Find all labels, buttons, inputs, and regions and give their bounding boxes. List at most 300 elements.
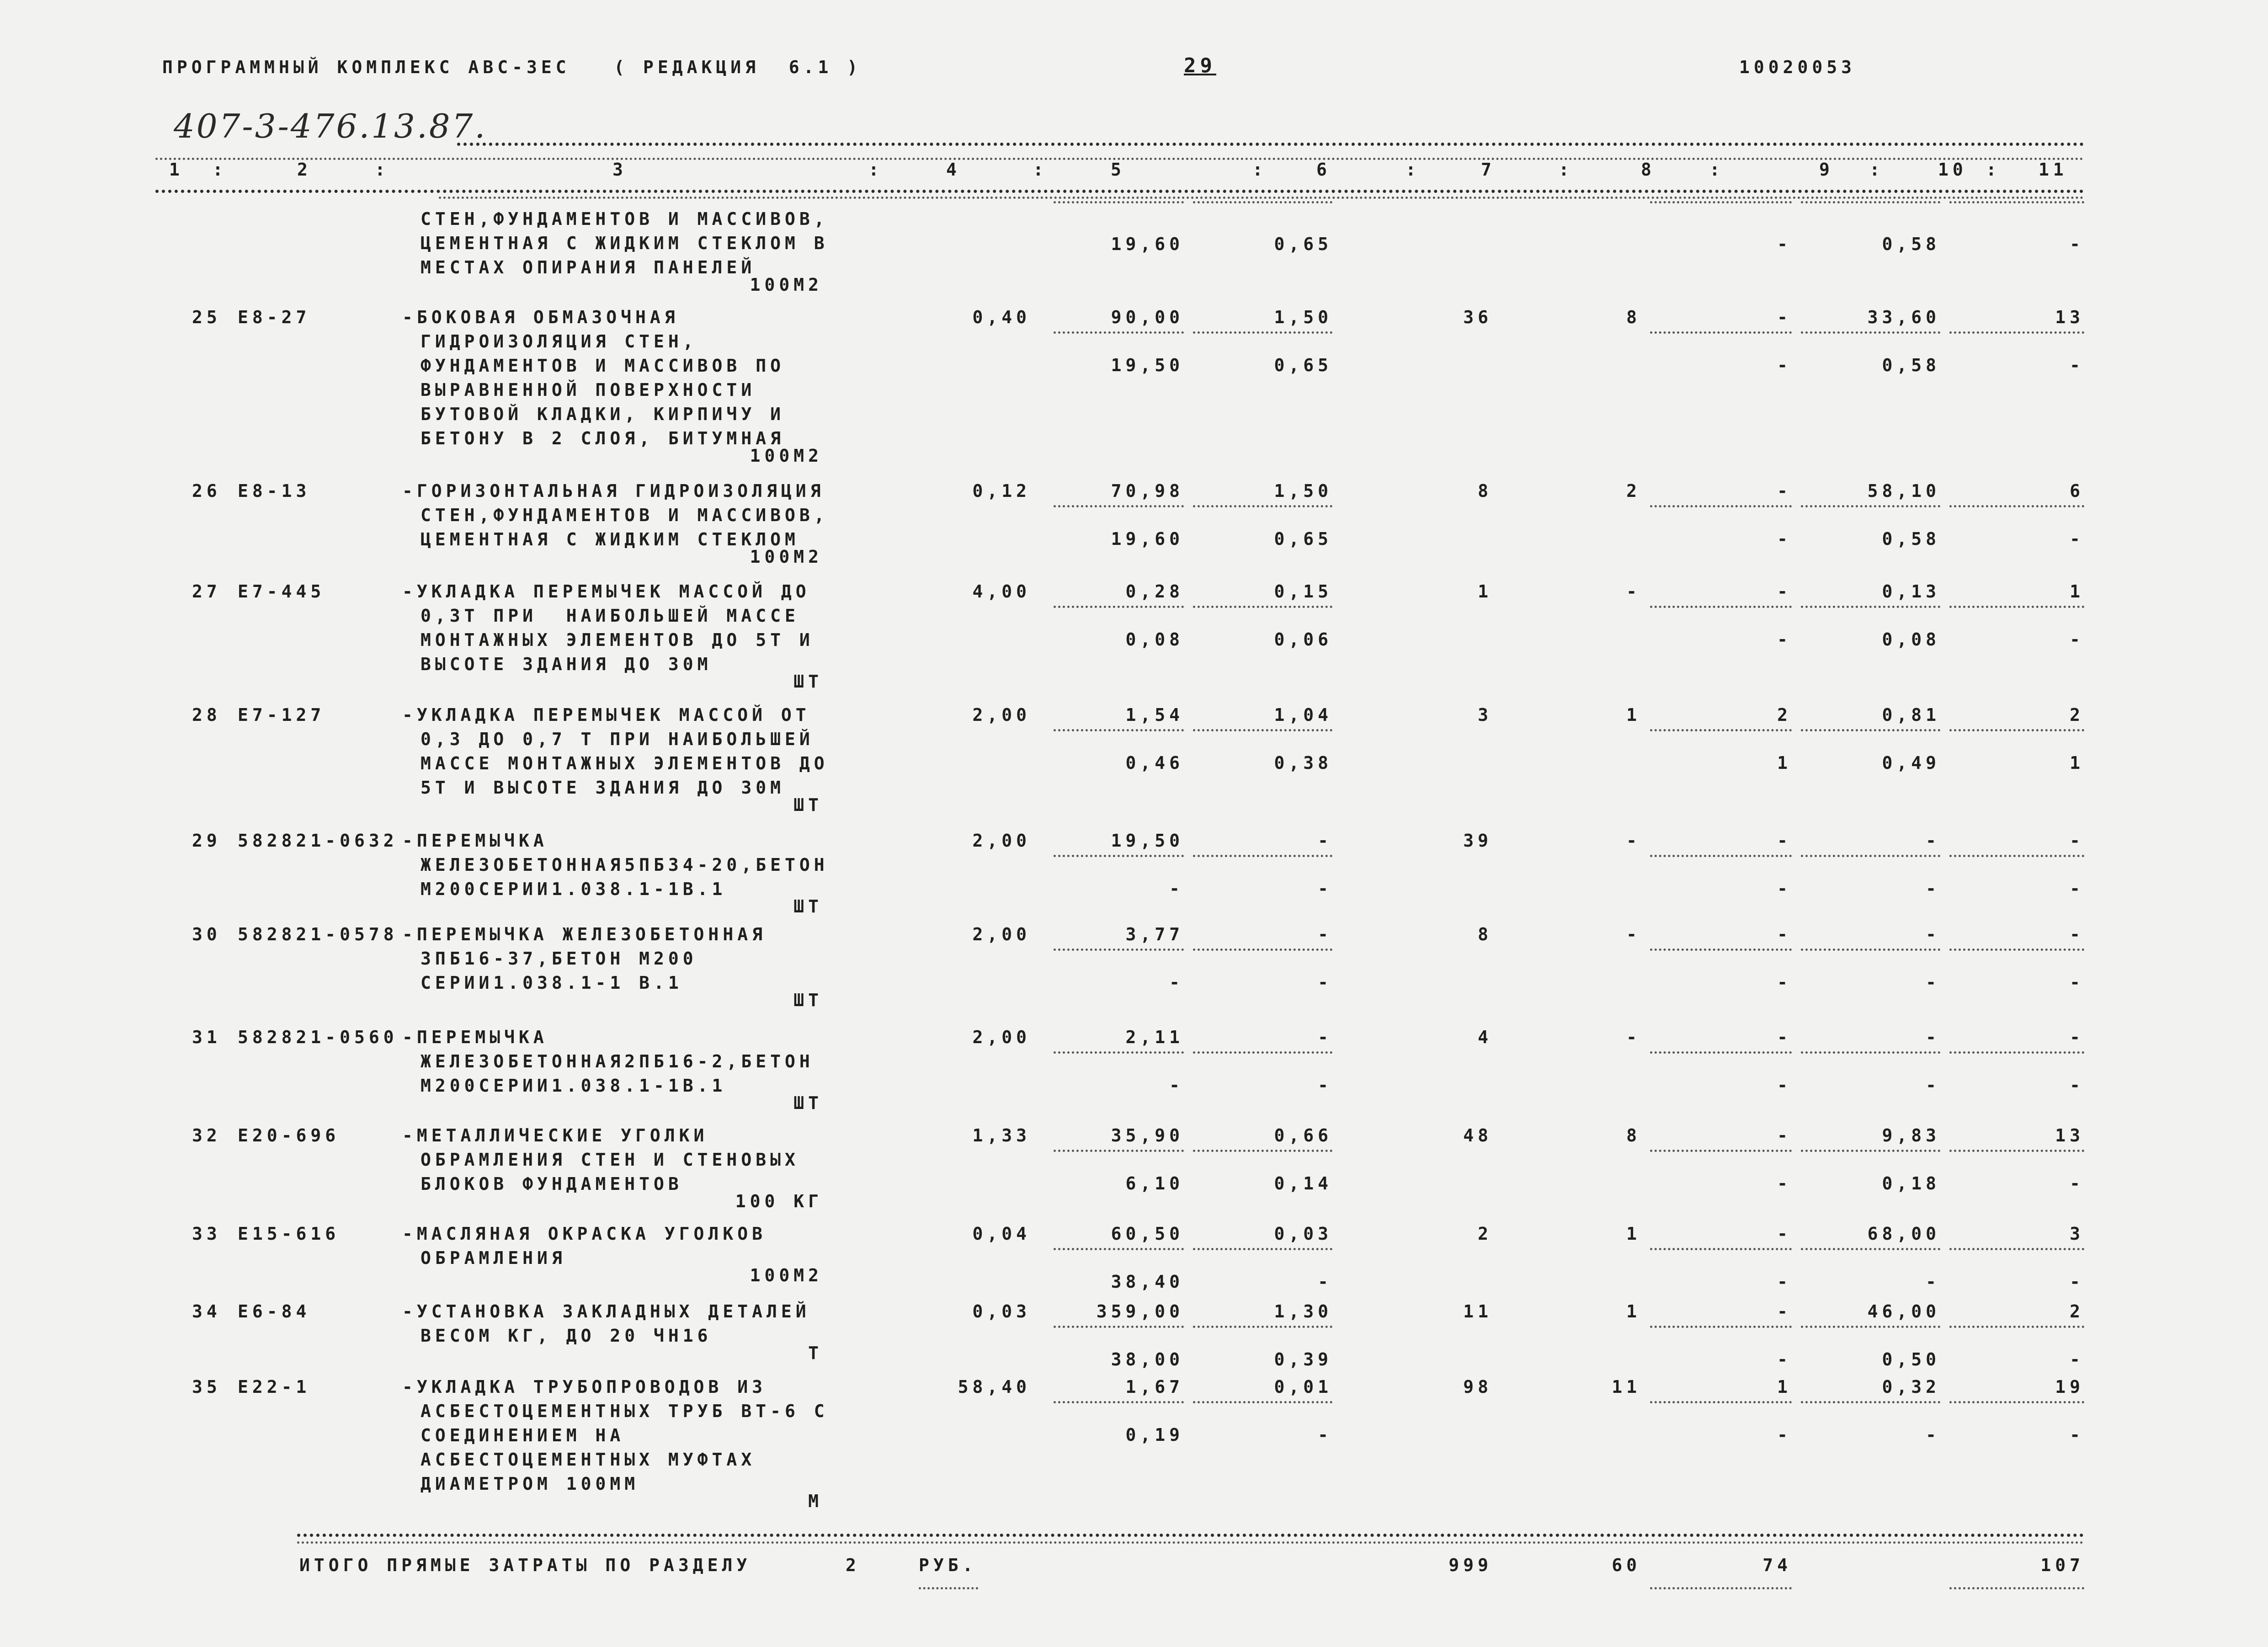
row-35-quantity: 58,40 [958, 1377, 1031, 1397]
row-29-number: 29 [192, 831, 221, 851]
row-31-col9: - [1777, 1027, 1792, 1047]
row-31-value-divider [1054, 1051, 1184, 1054]
row-29-value-divider [1650, 855, 1792, 857]
row-31-value-divider [1949, 1051, 2084, 1054]
row-35-code: Е22-1 [238, 1377, 311, 1397]
row-25-value-divider [1054, 331, 1184, 334]
row-33-value-divider [1949, 1248, 2084, 1250]
row-29-value-divider [1949, 855, 2084, 857]
row-35-description-line: ДИАМЕТРОМ 100ММ [421, 1474, 639, 1494]
row-30-col7-total: 8 [1478, 924, 1492, 944]
column-header-2: : [213, 160, 227, 180]
row-35-col8: 11 [1612, 1377, 1641, 1397]
row-30-col9-wage: - [1777, 972, 1792, 992]
row-28-col7-total: 3 [1478, 705, 1492, 725]
row-30-description-line: 3ПБ16-37,БЕТОН М200 [421, 949, 697, 969]
row-29-code: 582821-0632 [238, 831, 398, 851]
row-26-col5-unit-cost: 70,98 [1111, 481, 1184, 501]
row-30-col5-unit-cost: 3,77 [1125, 924, 1184, 944]
row-34-col10-wage: 0,50 [1882, 1349, 1940, 1370]
row-35-col6-wage: - [1318, 1425, 1332, 1445]
row-25-col6-wage: 0,65 [1274, 355, 1332, 375]
row-31-col10-wage: - [1926, 1075, 1940, 1095]
row-30-value-divider [1054, 949, 1184, 951]
row-cont-value-divider [1193, 201, 1332, 203]
row-25-col10-wage: 0,58 [1882, 355, 1940, 375]
row-25-value-divider [1801, 331, 1940, 334]
row-28-col11-wage: 1 [2070, 753, 2084, 773]
row-25-col8: 8 [1626, 307, 1641, 327]
row-32-col7-total: 48 [1463, 1125, 1492, 1146]
row-31-value-divider [1193, 1051, 1332, 1054]
row-26-value-divider [1650, 505, 1792, 507]
row-29-value-divider [1054, 855, 1184, 857]
row-26-value-divider [1801, 505, 1940, 507]
row-28-value-divider [1193, 729, 1332, 731]
row-30-col10-wage: - [1926, 972, 1940, 992]
row-30-description-line: СЕРИИ1.038.1-1 В.1 [421, 973, 683, 993]
row-cont-value-divider [1054, 201, 1184, 203]
row-28-col11: 2 [2070, 705, 2084, 725]
row-35-col5-wage: 0,19 [1125, 1425, 1184, 1445]
row-cont-col6-wage: 0,65 [1274, 234, 1332, 254]
row-31-col6-wage: - [1318, 1075, 1332, 1095]
row-26-description-line: СТЕН,ФУНДАМЕНТОВ И МАССИВОВ, [421, 505, 829, 525]
row-28-description-line: МАССЕ МОНТАЖНЫХ ЭЛЕМЕНТОВ ДО [421, 753, 829, 773]
total-label: ИТОГО ПРЯМЫЕ ЗАТРАТЫ ПО РАЗДЕЛУ [299, 1555, 751, 1575]
row-25-col5-wage: 19,50 [1111, 355, 1184, 375]
row-26-col11: 6 [2070, 481, 2084, 501]
row-35-description-line: -УКЛАДКА ТРУБОПРОВОДОВ ИЗ [402, 1377, 767, 1397]
row-28-quantity: 2,00 [972, 705, 1031, 725]
row-cont-col10-wage: 0,58 [1882, 234, 1940, 254]
row-34-col5-unit-cost: 359,00 [1096, 1301, 1184, 1322]
row-25-description-line: ВЫРАВНЕННОЙ ПОВЕРХНОСТИ [421, 380, 756, 400]
row-25-col9-wage: - [1777, 355, 1792, 375]
row-31-col7-total: 4 [1478, 1027, 1492, 1047]
row-28-value-divider [1801, 729, 1940, 731]
row-32-col11: 13 [2055, 1125, 2084, 1146]
row-34-col9: - [1777, 1301, 1792, 1322]
total-col11: 107 [2040, 1555, 2084, 1575]
row-31-value-divider [1650, 1051, 1792, 1054]
row-32-description-line: БЛОКОВ ФУНДАМЕНТОВ [421, 1174, 683, 1194]
row-29-col5-wage: - [1169, 879, 1184, 899]
document-number: 10020053 [1739, 57, 1856, 77]
total-currency: РУБ. [919, 1555, 977, 1575]
row-32-value-divider [1949, 1150, 2084, 1152]
row-cont-col11-wage: - [2070, 234, 2084, 254]
row-29-col11: - [2070, 831, 2084, 851]
row-26-value-divider [1054, 505, 1184, 507]
row-34-col9-wage: - [1777, 1349, 1792, 1370]
row-34-value-divider [1193, 1326, 1332, 1328]
row-28-code: Е7-127 [238, 705, 325, 725]
row-31-col11-wage: - [2070, 1075, 2084, 1095]
row-26-col10-wage: 0,58 [1882, 529, 1940, 549]
column-header-7: 4 [946, 160, 961, 180]
row-32-value-divider [1054, 1150, 1184, 1152]
row-35-unit: М [808, 1491, 823, 1511]
row-34-col10: 46,00 [1867, 1301, 1940, 1322]
row-25-col6: 1,50 [1274, 307, 1332, 327]
row-27-col6-wage: 0,06 [1274, 629, 1332, 650]
row-25-value-divider [1650, 331, 1792, 334]
row-32-number: 32 [192, 1125, 221, 1146]
row-25-col11: 13 [2055, 307, 2084, 327]
row-29-description-line: М200СЕРИИ1.038.1-1В.1 [421, 879, 727, 899]
row-35-col6: 0,01 [1274, 1377, 1332, 1397]
row-32-description-line: ОБРАМЛЕНИЯ СТЕН И СТЕНОВЫХ [421, 1150, 799, 1170]
row-26-col5-wage: 19,60 [1111, 529, 1184, 549]
row-25-description-line: БЕТОНУ В 2 СЛОЯ, БИТУМНАЯ [421, 428, 785, 448]
row-cont-value-divider [1949, 201, 2084, 203]
row-34-description-line: ВЕСОМ КГ, ДО 20 ЧН16 [421, 1326, 712, 1346]
column-header-18: : [1869, 160, 1884, 180]
row-29-value-divider [1801, 855, 1940, 857]
row-27-col11-wage: - [2070, 629, 2084, 650]
row-33-value-divider [1650, 1248, 1792, 1250]
row-34-unit: Т [808, 1343, 823, 1363]
row-32-col9-wage: - [1777, 1173, 1792, 1194]
row-32-col5-unit-cost: 35,90 [1111, 1125, 1184, 1146]
row-26-unit: 100М2 [750, 547, 823, 567]
row-30-value-divider [1949, 949, 2084, 951]
row-29-col5-unit-cost: 19,50 [1111, 831, 1184, 851]
row-26-quantity: 0,12 [972, 481, 1031, 501]
row-30-col5-wage: - [1169, 972, 1184, 992]
row-33-col5-wage: 38,40 [1111, 1272, 1184, 1292]
row-33-col5-unit-cost: 60,50 [1111, 1224, 1184, 1244]
row-25-value-divider [1193, 331, 1332, 334]
row-29-quantity: 2,00 [972, 831, 1031, 851]
total-col9: 74 [1762, 1555, 1792, 1575]
column-header-10: : [1252, 160, 1267, 180]
row-29-col8: - [1626, 831, 1641, 851]
row-33-col9: - [1777, 1224, 1792, 1244]
row-33-value-divider [1054, 1248, 1184, 1250]
row-35-value-divider [1650, 1401, 1792, 1403]
row-33-code: Е15-616 [238, 1224, 340, 1244]
row-35-value-divider [1801, 1401, 1940, 1403]
row-28-col9-wage: 1 [1777, 753, 1792, 773]
row-30-number: 30 [192, 924, 221, 944]
row-31-unit: ШТ [793, 1093, 823, 1113]
row-25-description-line: -БОКОВАЯ ОБМАЗОЧНАЯ [402, 307, 679, 327]
row-29-description-line: ЖЕЛЕЗОБЕТОННАЯ5ПБ34-20,БЕТОН [421, 855, 829, 875]
row-28-description-line: 0,3 ДО 0,7 Т ПРИ НАИБОЛЬШЕЙ [421, 729, 814, 749]
row-29-col9-wage: - [1777, 879, 1792, 899]
row-31-quantity: 2,00 [972, 1027, 1031, 1047]
row-33-description-line: ОБРАМЛЕНИЯ [421, 1248, 566, 1268]
row-30-description-line: -ПЕРЕМЫЧКА ЖЕЛЕЗОБЕТОННАЯ [402, 924, 767, 944]
row-cont-value-divider [1801, 201, 1940, 203]
row-31-value-divider [1801, 1051, 1940, 1054]
row-28-description-line: 5Т И ВЫСОТЕ ЗДАНИЯ ДО 30М [421, 778, 785, 798]
row-35-description-line: АСБЕСТОЦЕМЕНТНЫХ ТРУБ ВТ-6 С [421, 1401, 829, 1421]
row-33-col10-wage: - [1926, 1272, 1940, 1292]
row-34-col8: 1 [1626, 1301, 1641, 1322]
row-35-col9: 1 [1777, 1377, 1792, 1397]
row-29-col6: - [1318, 831, 1332, 851]
row-32-quantity: 1,33 [972, 1125, 1031, 1146]
row-27-col9-wage: - [1777, 629, 1792, 650]
row-35-col10-wage: - [1926, 1425, 1940, 1445]
row-34-col6: 1,30 [1274, 1301, 1332, 1322]
row-33-col6: 0,03 [1274, 1224, 1332, 1244]
row-27-code: Е7-445 [238, 581, 325, 602]
row-27-description-line: МОНТАЖНЫХ ЭЛЕМЕНТОВ ДО 5Т И [421, 630, 814, 650]
row-28-col10: 0,81 [1882, 705, 1940, 725]
row-34-code: Е6-84 [238, 1301, 311, 1322]
row-25-description-line: ГИДРОИЗОЛЯЦИЯ СТЕН, [421, 331, 697, 352]
row-33-value-divider [1193, 1248, 1332, 1250]
row-27-value-divider [1949, 606, 2084, 608]
row-33-col7-total: 2 [1478, 1224, 1492, 1244]
column-header-15: 8 [1641, 160, 1656, 180]
row-34-number: 34 [192, 1301, 221, 1322]
row-27-col10-wage: 0,08 [1882, 629, 1940, 650]
row-33-unit: 100М2 [750, 1265, 823, 1285]
total-section: 2 [846, 1555, 860, 1575]
row-27-value-divider [1054, 606, 1184, 608]
row-30-col6: - [1318, 924, 1332, 944]
column-header-6: : [868, 160, 883, 180]
row-34-col11-wage: - [2070, 1349, 2084, 1370]
row-cont-value-divider [1650, 201, 1792, 203]
row-26-value-divider [1193, 505, 1332, 507]
row-33-col9-wage: - [1777, 1272, 1792, 1292]
row-31-description-line: ЖЕЛЕЗОБЕТОННАЯ2ПБ16-2,БЕТОН [421, 1051, 814, 1071]
row-29-col6-wage: - [1318, 879, 1332, 899]
row-26-col7-total: 8 [1478, 481, 1492, 501]
row-28-col6-wage: 0,38 [1274, 753, 1332, 773]
row-27-value-divider [1193, 606, 1332, 608]
row-33-quantity: 0,04 [972, 1224, 1031, 1244]
row-34-col5-wage: 38,00 [1111, 1349, 1184, 1370]
row-26-col9: - [1777, 481, 1792, 501]
row-28-number: 28 [192, 705, 221, 725]
row-35-value-divider [1949, 1401, 2084, 1403]
row-27-col11: 1 [2070, 581, 2084, 602]
row-25-col10: 33,60 [1867, 307, 1940, 327]
row-29-col7-total: 39 [1463, 831, 1492, 851]
row-30-value-divider [1193, 949, 1332, 951]
column-header-5: 3 [612, 160, 627, 180]
column-header-19: 10 [1938, 160, 1967, 180]
row-33-value-divider [1801, 1248, 1940, 1250]
row-34-col11: 2 [2070, 1301, 2084, 1322]
column-header-12: : [1406, 160, 1420, 180]
row-cont-col9-wage: - [1777, 234, 1792, 254]
row-30-value-divider [1650, 949, 1792, 951]
row-32-col11-wage: - [2070, 1173, 2084, 1194]
row-32-description-line: -МЕТАЛЛИЧЕСКИЕ УГОЛКИ [402, 1125, 708, 1146]
row-32-value-divider [1650, 1150, 1792, 1152]
row-33-col11: 3 [2070, 1224, 2084, 1244]
row-33-number: 33 [192, 1224, 221, 1244]
row-cont-description-line: ЦЕМЕНТНАЯ С ЖИДКИМ СТЕКЛОМ В [421, 233, 829, 253]
row-33-description-line: -МАСЛЯНАЯ ОКРАСКА УГОЛКОВ [402, 1224, 767, 1244]
column-header-21: 11 [2039, 160, 2068, 180]
row-31-col6: - [1318, 1027, 1332, 1047]
row-25-description-line: БУТОВОЙ КЛАДКИ, КИРПИЧУ И [421, 404, 785, 424]
row-26-code: Е8-13 [238, 481, 311, 501]
row-28-col5-wage: 0,46 [1125, 753, 1184, 773]
column-header-11: 6 [1316, 160, 1331, 180]
row-29-col10-wage: - [1926, 879, 1940, 899]
row-25-col9: - [1777, 307, 1792, 327]
row-33-col8: 1 [1626, 1224, 1641, 1244]
row-32-value-divider [1801, 1150, 1940, 1152]
row-35-col5-unit-cost: 1,67 [1125, 1377, 1184, 1397]
page-number: 29 [1184, 54, 1216, 77]
row-27-col5-wage: 0,08 [1125, 629, 1184, 650]
row-35-col9-wage: - [1777, 1425, 1792, 1445]
row-31-col5-unit-cost: 2,11 [1125, 1027, 1184, 1047]
row-26-col6: 1,50 [1274, 481, 1332, 501]
row-26-col11-wage: - [2070, 529, 2084, 549]
total-col8: 60 [1612, 1555, 1641, 1575]
row-32-unit: 100 КГ [735, 1191, 823, 1211]
total-rule [297, 1534, 2084, 1537]
column-header-8: : [1033, 160, 1048, 180]
row-27-description-line: ВЫСОТЕ ЗДАНИЯ ДО 30М [421, 654, 712, 674]
row-32-col8: 8 [1626, 1125, 1641, 1146]
row-cont-col5-wage: 19,60 [1111, 234, 1184, 254]
program-header: ПРОГРАММНЫЙ КОМПЛЕКС АВС-3ЕС ( РЕДАКЦИЯ 6.1 ) [162, 57, 862, 77]
row-30-value-divider [1801, 949, 1940, 951]
total-col11-underline [1949, 1587, 2084, 1589]
row-32-col6: 0,66 [1274, 1125, 1332, 1146]
row-31-col10: - [1926, 1027, 1940, 1047]
row-31-code: 582821-0560 [238, 1027, 398, 1047]
row-35-number: 35 [192, 1377, 221, 1397]
row-29-value-divider [1193, 855, 1332, 857]
row-32-col6-wage: 0,14 [1274, 1173, 1332, 1194]
row-31-col8: - [1626, 1027, 1641, 1047]
row-34-col6-wage: 0,39 [1274, 1349, 1332, 1370]
row-25-quantity: 0,40 [972, 307, 1031, 327]
handwritten-project-code: 407-3-476.13.87. [174, 107, 487, 145]
row-27-number: 27 [192, 581, 221, 602]
row-cont-unit: 100М2 [750, 275, 823, 295]
row-31-number: 31 [192, 1027, 221, 1047]
row-33-col6-wage: - [1318, 1272, 1332, 1292]
row-30-col10: - [1926, 924, 1940, 944]
row-26-col6-wage: 0,65 [1274, 529, 1332, 549]
row-28-col6: 1,04 [1274, 705, 1332, 725]
row-27-col6: 0,15 [1274, 581, 1332, 602]
row-29-col9: - [1777, 831, 1792, 851]
row-29-unit: ШТ [793, 896, 823, 917]
row-35-value-divider [1193, 1401, 1332, 1403]
row-31-description-line: -ПЕРЕМЫЧКА [402, 1027, 548, 1047]
row-35-description-line: СОЕДИНЕНИЕМ НА [421, 1425, 625, 1445]
row-28-unit: ШТ [793, 795, 823, 815]
row-25-description-line: ФУНДАМЕНТОВ И МАССИВОВ ПО [421, 356, 785, 376]
row-30-code: 582821-0578 [238, 924, 398, 944]
row-26-description-line: -ГОРИЗОНТАЛЬНАЯ ГИДРОИЗОЛЯЦИЯ [402, 481, 825, 501]
column-header-14: : [1559, 160, 1573, 180]
row-27-value-divider [1801, 606, 1940, 608]
row-26-col8: 2 [1626, 481, 1641, 501]
row-27-description-line: 0,3Т ПРИ НАИБОЛЬШЕЙ МАССЕ [421, 606, 799, 626]
row-31-col9-wage: - [1777, 1075, 1792, 1095]
row-35-col11-wage: - [2070, 1425, 2084, 1445]
row-27-col9: - [1777, 581, 1792, 602]
row-32-col5-wage: 6,10 [1125, 1173, 1184, 1194]
row-26-value-divider [1949, 505, 2084, 507]
row-25-code: Е8-27 [238, 307, 311, 327]
row-25-value-divider [1949, 331, 2084, 334]
row-31-description-line: М200СЕРИИ1.038.1-1В.1 [421, 1076, 727, 1096]
row-30-unit: ШТ [793, 990, 823, 1010]
row-26-col10: 58,10 [1867, 481, 1940, 501]
column-header-16: : [1709, 160, 1724, 180]
row-27-col5-unit-cost: 0,28 [1125, 581, 1184, 602]
row-27-quantity: 4,00 [972, 581, 1031, 602]
currency-underline [919, 1587, 978, 1589]
total-col7: 999 [1448, 1555, 1492, 1575]
row-29-col10: - [1926, 831, 1940, 851]
total-col9-underline [1650, 1587, 1792, 1589]
row-28-value-divider [1949, 729, 2084, 731]
row-25-col7-total: 36 [1463, 307, 1492, 327]
row-cont-description-line: МЕСТАХ ОПИРАНИЯ ПАНЕЛЕЙ [421, 257, 756, 277]
row-30-quantity: 2,00 [972, 924, 1031, 944]
row-32-code: Е20-696 [238, 1125, 340, 1146]
column-header-4: : [375, 160, 389, 180]
row-35-description-line: АСБЕСТОЦЕМЕНТНЫХ МУФТАХ [421, 1450, 756, 1470]
row-34-value-divider [1801, 1326, 1940, 1328]
row-31-col11: - [2070, 1027, 2084, 1047]
row-26-number: 26 [192, 481, 221, 501]
row-35-value-divider [1054, 1401, 1184, 1403]
column-header-9: 5 [1111, 160, 1125, 180]
row-27-col10: 0,13 [1882, 581, 1940, 602]
row-27-unit: ШТ [793, 672, 823, 692]
row-26-col9-wage: - [1777, 529, 1792, 549]
row-31-col5-wage: - [1169, 1075, 1184, 1095]
row-32-col10-wage: 0,18 [1882, 1173, 1940, 1194]
row-27-description-line: -УКЛАДКА ПЕРЕМЫЧЕК МАССОЙ ДО [402, 581, 810, 602]
row-33-col11-wage: - [2070, 1272, 2084, 1292]
row-30-col11: - [2070, 924, 2084, 944]
row-35-col7-total: 98 [1463, 1377, 1492, 1397]
total-rule-2 [297, 1541, 2084, 1544]
row-30-col6-wage: - [1318, 972, 1332, 992]
column-header-17: 9 [1819, 160, 1834, 180]
column-header-13: 7 [1481, 160, 1496, 180]
row-26-description-line: ЦЕМЕНТНАЯ С ЖИДКИМ СТЕКЛОМ [421, 529, 799, 549]
top-rule [457, 143, 2084, 146]
row-28-col5-unit-cost: 1,54 [1125, 705, 1184, 725]
row-27-value-divider [1650, 606, 1792, 608]
row-33-col10: 68,00 [1867, 1224, 1940, 1244]
row-34-col7-total: 11 [1463, 1301, 1492, 1322]
row-32-value-divider [1193, 1150, 1332, 1152]
column-header-rule-2 [439, 197, 2084, 199]
row-35-col10: 0,32 [1882, 1377, 1940, 1397]
row-30-col9: - [1777, 924, 1792, 944]
row-27-col7-total: 1 [1478, 581, 1492, 602]
row-25-unit: 100М2 [750, 446, 823, 466]
row-30-col11-wage: - [2070, 972, 2084, 992]
row-cont-description-line: СТЕН,ФУНДАМЕНТОВ И МАССИВОВ, [421, 209, 829, 229]
row-28-col9: 2 [1777, 705, 1792, 725]
row-25-col5-unit-cost: 90,00 [1111, 307, 1184, 327]
